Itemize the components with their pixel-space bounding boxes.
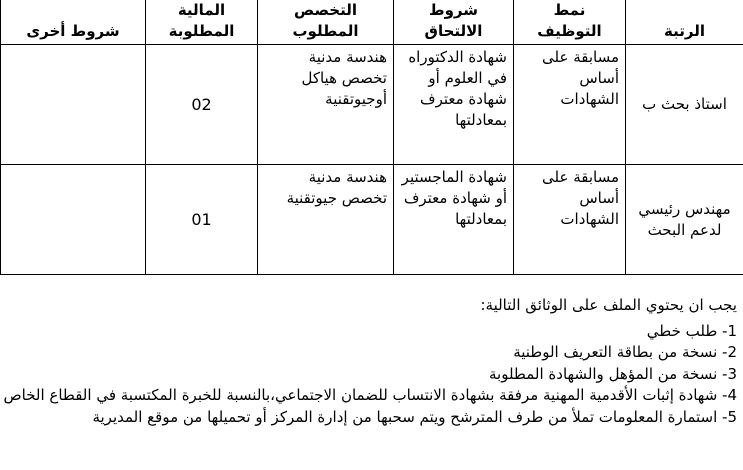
header-conditions: شروط الالتحاق xyxy=(394,0,514,45)
header-mode: نمط التوظيف xyxy=(514,0,626,45)
document-item-5: 5- استمارة المعلومات تملأ من طرف المترشح ويتم سحبها من إدارة المركز أو تحميلها من موقع المديرية xyxy=(92,407,737,426)
cell-rank: استاذ بحث ب xyxy=(626,45,743,165)
cell-positions: 01 xyxy=(146,165,258,275)
table-row xyxy=(1,45,743,165)
header-other: شروط أخرى xyxy=(1,0,146,45)
cell-specialty: هندسة مدنية تخصص جيوتقنية xyxy=(258,165,394,275)
cell-conditions: شهادة الماجستير أو شهادة معترف بمعادلتها xyxy=(394,165,514,275)
header-rank: الرتبة xyxy=(626,0,743,45)
cell-mode: مسابقة على أساس الشهادات xyxy=(514,165,626,275)
cell-positions: 02 xyxy=(146,45,258,165)
header-specialty: التخصص المطلوب xyxy=(258,0,394,45)
cell-other xyxy=(1,45,146,165)
table-row xyxy=(1,165,743,275)
cell-rank: مهندس رئيسي لدعم البحث xyxy=(626,165,743,275)
documents-intro: يجب ان يحتوي الملف على الوثائق التالية: xyxy=(480,296,737,314)
document-item-3: 3- نسخة من المؤهل والشهادة المطلوبة xyxy=(489,364,737,383)
document-item-4: 4- شهادة إثبات الأقدمية المهنية مرفقة بشهادة الانتساب للضمان الاجتماعي،بالنسبة للخبرة المكتسبة في القطاع الخاص xyxy=(3,386,737,404)
cell-specialty: هندسة مدنية تخصص هياكل أوجيوتقنية xyxy=(258,45,394,165)
header-positions: المالية المطلوبة xyxy=(146,0,258,45)
cell-other xyxy=(1,165,146,275)
table-header-row xyxy=(1,0,743,45)
required-documents xyxy=(2,295,737,428)
cell-mode: مسابقة على أساس الشهادات xyxy=(514,45,626,165)
document-item-2: 2- نسخة من بطاقة التعريف الوطنية xyxy=(513,343,737,361)
cell-conditions: شهادة الدكتوراه في العلوم أو شهادة معترف بمعادلتها xyxy=(394,45,514,165)
document-item-1: 1- طلب خطي xyxy=(646,321,737,340)
